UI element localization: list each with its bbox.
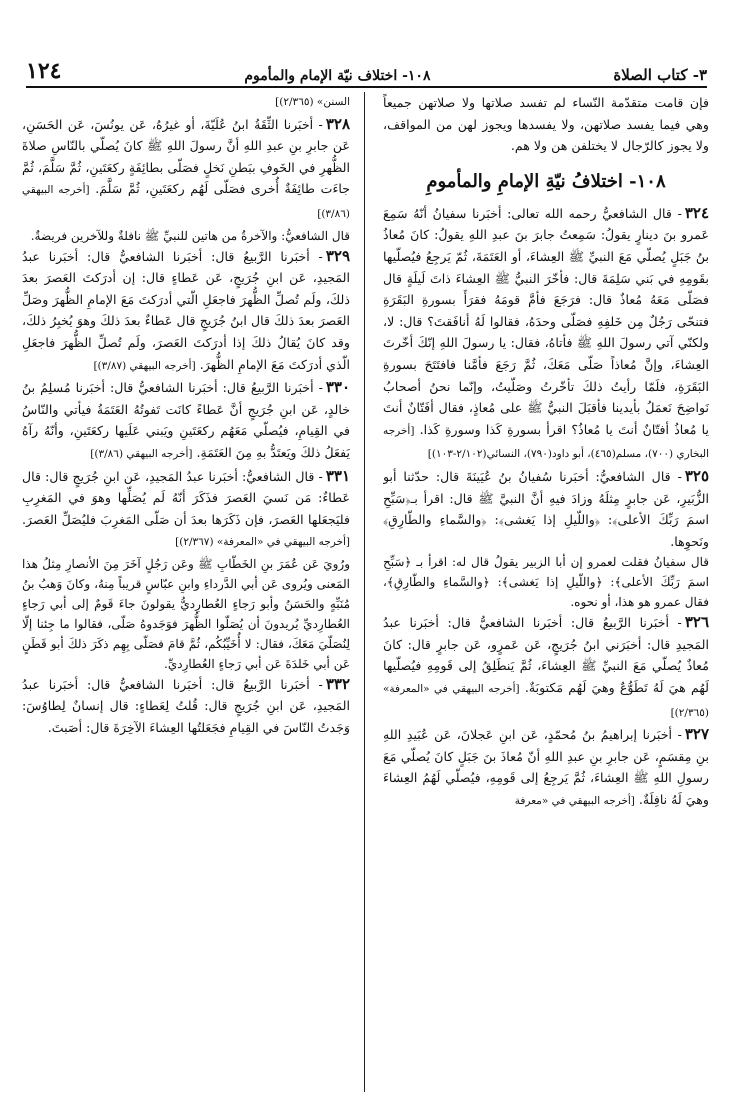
hadith-331 xyxy=(22,466,350,554)
chapter-title: ١٠٨- اختلافُ نيّةِ الإمامِ والمأمومِ xyxy=(426,170,666,192)
hadith-source: [أخرجه البخاري (٧٠٠)، مسلم(٤٦٥)، أبو داود(٧٩٠)، النسائي(٢/١٠٢-١٠٣)] xyxy=(383,424,709,461)
hadith-text: - أخبَرنا الثِّقَةُ ابنُ عُلَيّةَ، أو غيرُهُ، عَن يونُسَ، عَن الحَسَنِ، عَن جابرِ بنِ عبدِ اللهِ أنَّ رسولَ اللهِ ﷺ كانَ يُصلّي بالنّاسِ صلاةَ الظُّهرِ في الخَوفِ ببَطنِ نَخلٍ فصَلّى بطائِفَةٍ ركعَتَينِ، ثُمَّ سَلَّمَ، ثُمَّ جاءَت طائِفَةٌ أُخرى فصَلّى لَهُم ركعَتَينِ، ثُمَّ سَلَّمَ. xyxy=(22,116,350,197)
running-header xyxy=(26,54,707,88)
hadith-source: [أخرجه البيهقي (٣/٨٦)] xyxy=(22,184,350,220)
hadith-source: [أخرجه البيهقي في «المعرفة» (٢/٣٦٥)] xyxy=(383,683,709,719)
left-column xyxy=(22,92,350,1092)
hadith-source: [أخرجه البيهقي في «المعرفة» (٢/٣٦٧)] xyxy=(175,536,350,549)
hadith-332 xyxy=(22,674,350,739)
hadith-number: ٣٢٩ xyxy=(325,246,350,265)
hadith-text: - أخبَرنا الرَّبيعُ قال: أخبَرنا الشافعيُّ قال: أخبَرنا عبدُ المَجيدِ قال: أخبَرَني ابنُ جُرَيجٍ، عَن عَمرٍو، عَن جابرٍ قال: كانَ مُعاذٌ يُصلّي مَعَ النبيِّ ﷺ العِشاءَ، ثُمَّ يَنطَلِقُ إلى قَومِهِ فيُصلّيها لَهُم هيَ لَهُ تَطَوُّعٌ وهيَ لَهُم مَكتوبَةٌ. xyxy=(383,615,709,696)
hadith-text: - قال الشافعيُّ: أخبَرنا عبدُ المَجيدِ، عَن ابنِ جُرَيجٍ قال: قال عَطاءٌ: مَن نَسيَ العَصرَ فذَكَرَ أنّهُ لَم يُصَلِّها وهوَ في المَغرِبِ فليَجعَلها العَصرَ، فإن ذَكَرَها بعدَ أن صَلّى المَغرِبَ فليُصَلِّ العَصرَ. xyxy=(22,468,350,527)
hadith-source: [أخرجه البيهقي (٣/٨٧)] xyxy=(93,359,196,372)
hadith-329 xyxy=(22,246,350,378)
hadith-326 xyxy=(383,612,709,724)
hadith-330 xyxy=(22,377,350,465)
hadith-text: - قال الشافعيُّ: أخبَرنا سُفيانُ بنُ عُيَينَةَ قال: حدّثنا أبو الزُّبَيرِ، عَن جابرٍ مِثلَهُ وزادَ فيهِ أنَّ النبيَّ ﷺ قال: اقرأ بـ﴿سَبِّحِ اسمَ رَبِّكَ الأعلى﴾: ﴿واللّيلِ إذا يَغشى﴾: ﴿والسَّماءِ والطّارِقِ﴾ ونَحوِها. xyxy=(383,468,709,549)
chapter-running-title: ١٠٨- اختلاف نيّة الإمام والمأموم xyxy=(244,68,431,84)
book-section-title: ٣- كتاب الصلاة xyxy=(613,66,707,84)
hadith-number: ٣٢٦ xyxy=(684,613,709,632)
hadith-source: [أخرجه البيهقي (٣/٨٦)] xyxy=(90,447,193,460)
note-331: ورُويَ عَن عُمَرَ بنِ الخَطّابِ ﷺ وعَن رَجُلٍ آخَرَ مِنَ الأنصارِ مِثلُ هذا المَعنى ويُروى عَن أبي الدَّرداءِ وابنِ عبّاسٍ قريباً مِنهُ، وكانَ وَهبُ بنُ مُنَبِّهٍ والحَسَنُ وأبو رَجاءٍ العُطارِديُّ يقولونَ جاءَ قَومٌ إلى أبي رَجاءٍ العُطارِديِّ يُريدونَ أن يُصَلّوا الظُّهرَ فوَجَدوهُ صَلّى، فقالوا ما جِئنا إلّا لِنُصَلّيَ مَعَكَ، فقال: لا أُخَيِّبُكُم، ثُمَّ قامَ فصَلّى بِهِم ذكَرَ ذلكَ أبو قَطَنٍ عَن أبي خَلدَةَ عَن أبي رَجاءٍ العُطارِديِّ. xyxy=(22,556,350,671)
right-column xyxy=(383,92,709,1092)
hadith-text: - أخبَرنا إبراهيمُ بنُ مُحمّدٍ، عَن ابنِ عَجلانَ، عَن عُبَيدِ اللهِ بنِ مِقسَمٍ، عَن جابرِ بنِ عبدِ اللهِ أنّ مُعاذَ بنَ جَبَلٍ كانَ يُصلّي مَعَ رسولِ اللهِ ﷺ العِشاءَ، ثُمَّ يَرجِعُ إلى قَومِهِ، فيُصلّي لَهُمُ العِشاءَ وهيَ لَهُ نافِلَةٌ. xyxy=(383,727,709,808)
column-divider xyxy=(364,92,365,1092)
note-328: قال الشافعيُّ: والآخرةُ من هاتين للنبيِّ ﷺ نافلةٌ وللآخرين فريضةٌ. xyxy=(30,228,350,243)
hadith-number: ٣٢٨ xyxy=(325,114,350,133)
intro-paragraph: فإن قامت متقدّمة النّساء لم تفسد صلاتها ولا صلاتهن جميعاً وهي فيما يفسد صلاتهن، ولا يفسدها ويجوز لهن من المواقف، ولا يجوز كالرّجال لا يختلفن هن ولا هم. xyxy=(383,95,709,154)
hadith-text: - أخبَرنا الرَّبيعُ قال: أخبَرنا الشافعيُّ قال: أخبَرنا عبدُ المَجيدِ، عَن ابنِ جُرَيجٍ قال: قُلتُ لِعَطاءٍ: قال إنسانٌ لِطاوُسَ: وَجَدتُ النّاسَ في القِيامِ فجَعَلتُها العِشاءَ الآخِرَةَ قال: أصَبتَ. xyxy=(22,676,350,736)
hadith-number: ٣٢٤ xyxy=(684,203,709,222)
hadith-327 xyxy=(383,724,709,812)
source-continuation: السنن» (٢/٣٦٥)] xyxy=(275,96,350,108)
hadith-number: ٣٢٥ xyxy=(684,466,709,485)
note-325: قال سفيانُ فقلت لعمرو إن أبا الزبير يقولُ قال له: اقرأ بـ ﴿سَبِّحِ اسمَ رَبِّكَ الأعلى﴾: ﴿واللّيلِ إذا يَغشى﴾: ﴿والسَّماءِ والطّارِقِ﴾، فقال عمرو هو هذا، أو نحوه. xyxy=(383,555,709,610)
hadith-source: [أخرجه البيهقي في «معرفة xyxy=(514,795,635,808)
hadith-325 xyxy=(383,466,709,552)
hadith-328 xyxy=(22,114,350,226)
hadith-text: - أخبَرنا الرَّبيعُ قال: أخبَرنا الشافعيُّ قال: أخبَرنا عبدُ المَجيدِ، عَن ابنِ جُرَيجٍ، عَن عَطاءٍ قال: إن أدرَكتَ العَصرَ بعدَ ذلكَ، ولَم تُصلِّ الظُّهرَ فاجعَلِ الّتي أدرَكتَ مَعَ الإمامِ الظُّهرَ وصَلِّ العَصرَ بعدَ ذلكَ قال ابنُ جُرَيجٍ قال عَطاءٌ بعدَ ذلكَ وهوَ يُخبِرُ ذلكَ، وقد كانَ يُقالُ ذلكَ إذا أدرَكتَ العَصرَ، ولَم تُصلِّ الظُّهرَ فاجعَلِ الّذي أدرَكتَ مَعَ الإمامِ الظُّهرَ. xyxy=(22,248,350,372)
hadith-number: ٣٣١ xyxy=(325,466,350,485)
page-number: ١٢٤ xyxy=(26,58,62,84)
hadith-text: - قال الشافعيُّ رحمه الله تعالى: أخبَرنا سفيانُ أنّهُ سَمِعَ عَمرو بنَ دينارٍ يقولُ: سَمِعتُ جابرَ بنَ عبدِ اللهِ يقولُ: كانَ مُعاذُ بنُ جَبَلٍ يُصلّي مَعَ النبيِّ ﷺ العِشاءَ، أو العَتَمَةَ، ثُمّ يَرجِعُ فيُصلّيها بقَومِهِ في بَني سَلِمَةَ قال: فأخّرَ النبيُّ ﷺ العِشاءَ ذاتَ لَيلَةٍ قال فصَلّى مَعَهُ مُعاذٌ قال: فرَجَعَ فأمَّ قومَهُ فقرَأَ بسورةِ البَقَرَةِ فتنحّى رَجُلٌ مِن خَلفِهِ فصَلّى وحدَهُ، فقالوا لَهُ أنافَقتَ؟ قال: لا، ولكنّي آتي رسولَ اللهِ ﷺ فأتاهُ، فقال: يا رسولَ اللهِ إنّكَ أخّرتَ العِشاءَ، وإنَّ مُعاذاً صَلّى مَعَكَ، ثُمَّ رَجَعَ فأمَّنا فافتَتَحَ بسورةِ البَقَرَةِ، فلَمّا رأيتُ ذلكَ تأخّرتُ وصَلّيتُ، وإنّما نحنُ أصحابُ نَواضِحَ نَعمَلُ بأيدينا فأقبَلَ النبيُّ ﷺ على مُعاذٍ، فقال أفَتّانٌ أنتَ يا مُعاذُ أفتّانٌ أنتَ يا مُعاذُ؟ اقرأ بسورةِ كَذا وسورةِ كَذا. xyxy=(383,205,709,437)
hadith-324 xyxy=(383,203,709,466)
hadith-number: ٣٣٢ xyxy=(325,674,350,693)
hadith-text: - أخبَرنا الرَّبيعُ قال: أخبَرنا الشافعيُّ قال: أخبَرنا مُسلِمُ بنُ خالدٍ، عَن ابنِ جُرَيجٍ أنَّ عَطاءً كانَت تَفوتُهُ العَتَمَةُ فيأتي والنّاسُ في القِيامِ، فيُصلّي مَعَهُم ركعَتَينِ ويَبني عَلَيها ركعَتَينِ، وأنّهُ رآهُ يَفعَلُ ذلكَ ويَعتَدُّ بهِ مِنَ العَتَمَةِ. xyxy=(22,380,350,460)
hadith-number: ٣٢٧ xyxy=(684,725,709,744)
hadith-number: ٣٣٠ xyxy=(325,378,350,397)
